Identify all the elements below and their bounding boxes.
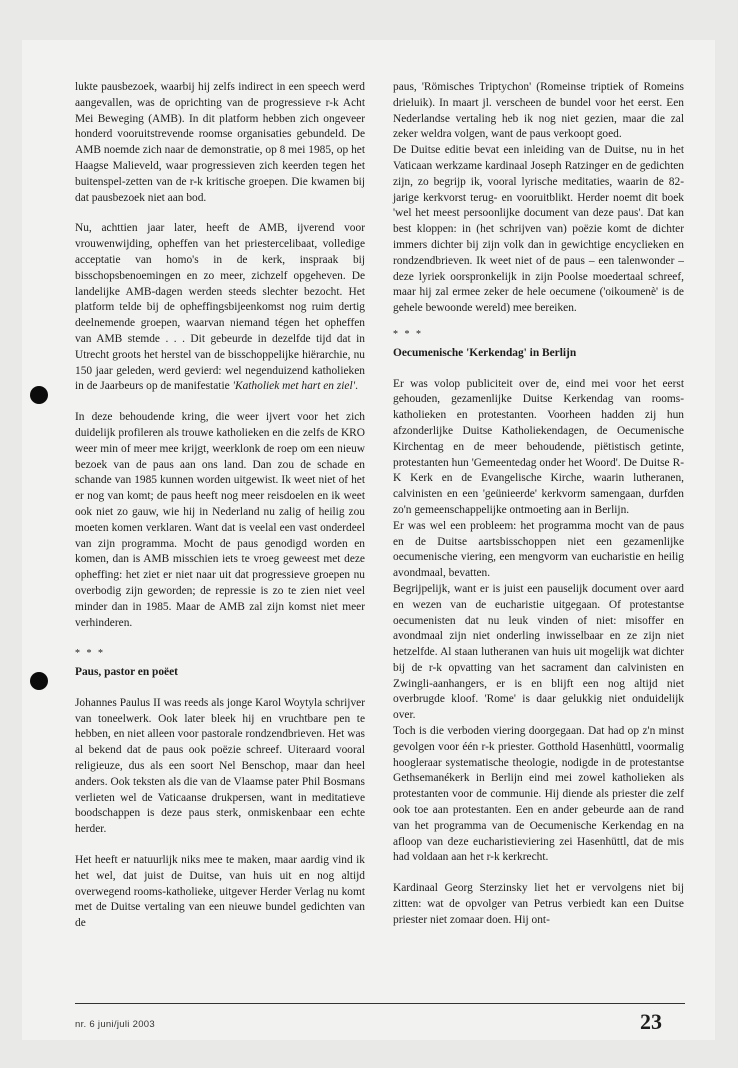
paragraph: Johannes Paulus II was reeds als jonge Karol Woytyla schrijver van toneelwerk. Ook later bleek hij en vruchtbare pen te hebben, en niet alleen voor pastorale rondzendbrieven. Het was al bekend dat de paus ook poëzie schreef. Uiteraard vooral religieuze, dus als een soort Nel Benschop, maar dan heel anders. Ook teksten als die van de Vlaamse pater Phil Bosmans verlieten wel de Vaticaanse drukpersen, want in meditatieve boodschappen is deze paus sterk, onmiskenbaar een echte herder. (75, 696, 365, 836)
punch-hole-icon (30, 386, 48, 404)
paragraph: paus, 'Römisches Triptychon' (Romeinse triptiek of Romeins drieluik). In maart jl. verscheen de bundel voor het eerst. Een Nederlandse vertaling heb ik nog niet gezien, maar die zal zeker weldra volgen, want de paus verkoopt goed. (393, 81, 684, 141)
section-separator: * * * (393, 328, 423, 340)
paragraph: In deze behoudende kring, die weer ijvert voor het zich duidelijk profileren als trouwe katholieken en die zelfs de KRO weer min of meer mee krijgt, weerklonk de roep om een nieuw bezoek van de paus aan ons land. Dan zou de schade en schande van 1985 kunnen worden uitgewist. Ik weet niet of het er nog van komt; de paus heeft nog meer reisdoelen en ik weet ook niet zo gauw, wie hij in Nederland nu zalig of heilig zou moeten komen verklaren. Want dat is veelal een vast onderdeel van zijn programma. Mocht de paus genodigd worden en komen, dan is AMB misschien iets te vroeg geweest met deze opheffing: het ziet er niet naar uit dat progressieve groepen nu overbodig zijn geworden; de repressie is zo te zien niet veel minder dan in 1985. Maar de AMB zal zijn komst niet meer verhinderen. (75, 411, 365, 629)
right-column (393, 80, 684, 929)
section-separator: * * * (75, 648, 105, 660)
section-heading: Oecumenische 'Kerkendag' in Berlijn (393, 346, 577, 359)
paragraph: De Duitse editie bevat een inleiding van de Duitse, nu in het Vaticaan werkzame kardinaal Joseph Ratzinger en de gedichten zijn, zo begrijp ik, vooral lyrische meditaties, waarin de 82-jarige kerkvorst terug- en vooruitblikt. Herder noemt dit boek 'wel het meest persoonlijke document van deze paus'. Dat kan best kloppen: in (het schrijven van) poëzie komt de dichter immers dichter bij zijn volk dan in gewichtige encyclieken en rondzendbrieven. Ik weet niet of de paus – een talenwonder – deze lyriek oorspronkelijk in zijn Poolse moedertaal schreef, maar hij zal ermee zeker de hele oecumene ('oikoumenè' is de gehele bewoonde wereld) mee bereiken. (393, 144, 684, 315)
paragraph (75, 221, 365, 395)
magazine-page (22, 40, 715, 1040)
paragraph: Toch is die verboden viering doorgegaan. Dat had op z'n minst gevolgen voor één r-k priester. Gotthold Hasenhüttl, voormalig hoogleraar systematische theologie, nodigde in de protestantse Gethsemanékerk in Berlijn eind mei zowel katholieken als protestanten voor de communie. Hij diende als priester die zelf ook toe aan protestanten. Een en ander gebeurde aan de rand van het programma van de Oecumenische Kerkendag en na afloop van deze eucharistieviering zei Hasenhüttl, dat de mis had voldaan aan het r-k kerkrecht. (393, 725, 684, 864)
section-heading: Paus, pastor en poëet (75, 666, 178, 679)
paragraph: Er was volop publiciteit over de, eind mei voor het eerst gehouden, gezamenlijke Duitse Kerkendag van rooms-katholieken en protestanten. Voorheen hadden zij hun afzonderlijke Duitse Katholiekendagen, de Oecumenische Kirchentag en de meer behoudende, piëtistisch getinte, protestanten hun 'Gemeentedag onder het Woord'. De Duitse R-K Kerk en de Evangelische Kirche, waarin lutheranen, calvinisten en een 'geünieerde' kerkvorm samengaan, durfden zo'n gemeenschappelijke ontmoeting aan in Berlijn. (393, 377, 684, 516)
paragraph: lukte pausbezoek, waarbij hij zelfs indirect in een speech werd aangevallen, was de oprichting van de progressieve r-k Acht Mei Beweging (AMB). In dit platform hebben zich ongeveer honderd vooruitstrevende roomse organisaties gebundeld. De AMB noemde zich naar de demonstratie, op 8 mei 1985, op het Haagse Malieveld, waar progressieven zich keerden tegen het buitenspel-zetten van de r-k kritische groepen. Die kwamen bij dat pausbezoek niet aan bod. (75, 81, 365, 204)
manifestation-title: 'Katholiek met hart en ziel' (232, 380, 356, 393)
footer-rule (75, 1003, 685, 1004)
paragraph: Kardinaal Georg Sterzinsky liet het er vervolgens niet bij zitten: wat de opvolger van Petrus verbiedt kan een Duitse priester niet zomaar doen. Hij ont- (393, 882, 684, 926)
paragraph-end: . (355, 380, 358, 393)
paragraph: Het heeft er natuurlijk niks mee te maken, maar aardig vind ik het wel, dat juist de Duitse, van huis uit en nog altijd overwegend rooms-katholieke, uitgever Herder Verlag nu komt met de Duitse vertaling van een nieuwe bundel gedichten van de (75, 854, 365, 930)
paragraph-text: Nu, achttien jaar later, heeft de AMB, ijverend voor vrouwenwijding, opheffen van het priestercelibaat, volledige acceptatie van homo's in de kerk, inspraak bij bisschopsbenoemingen en zo meer, zichzelf opgeheven. De landelijke AMB-dagen werden steeds slechter bezocht. Het platform telde bij de opheffingsbijeenkomst nog ruim dertig deelnemende groepen, waarvan niemand tégen het opheffen van AMB stemde . . . Dit gebeurde in dezelfde tijd dat in Utrecht groots het herstel van de bisschoppelijke hiërarchie, nu 150 jaar geleden, werd gevierd: wel negenduizend katholieken in de Jaarbeurs op de manifestatie (75, 222, 365, 393)
paragraph: Begrijpelijk, want er is juist een pauselijk document over aard en wezen van de eucharistie uitgegaan. Of protestantse oecumenisten dat nu leuk vinden of niet: misoffer en avondmaal zijn niet onderling inwisselbaar en ze zijn niet hetzelfde. Al staan lutheranen van huis uit mogelijk wat dichter bij de r-k opvatting van het sacrament dan calvinisten en Zwingli-aanhangers, er is en blijft een nog altijd niet overbrugde kloof. 'Rome' is daar gelukkig niet onduidelijk over. (393, 582, 684, 722)
paragraph: Er was wel een probleem: het programma mocht van de paus en de Duitse aartsbisschoppen niet een gezamenlijke oecumenische viering, een mengvorm van eucharistie en heilig avondmaal, bevatten. (393, 519, 684, 580)
issue-info: nr. 6 juni/juli 2003 (75, 1019, 155, 1030)
page-number: 23 (640, 1009, 662, 1034)
left-column (75, 80, 365, 932)
punch-hole-icon (30, 672, 48, 690)
